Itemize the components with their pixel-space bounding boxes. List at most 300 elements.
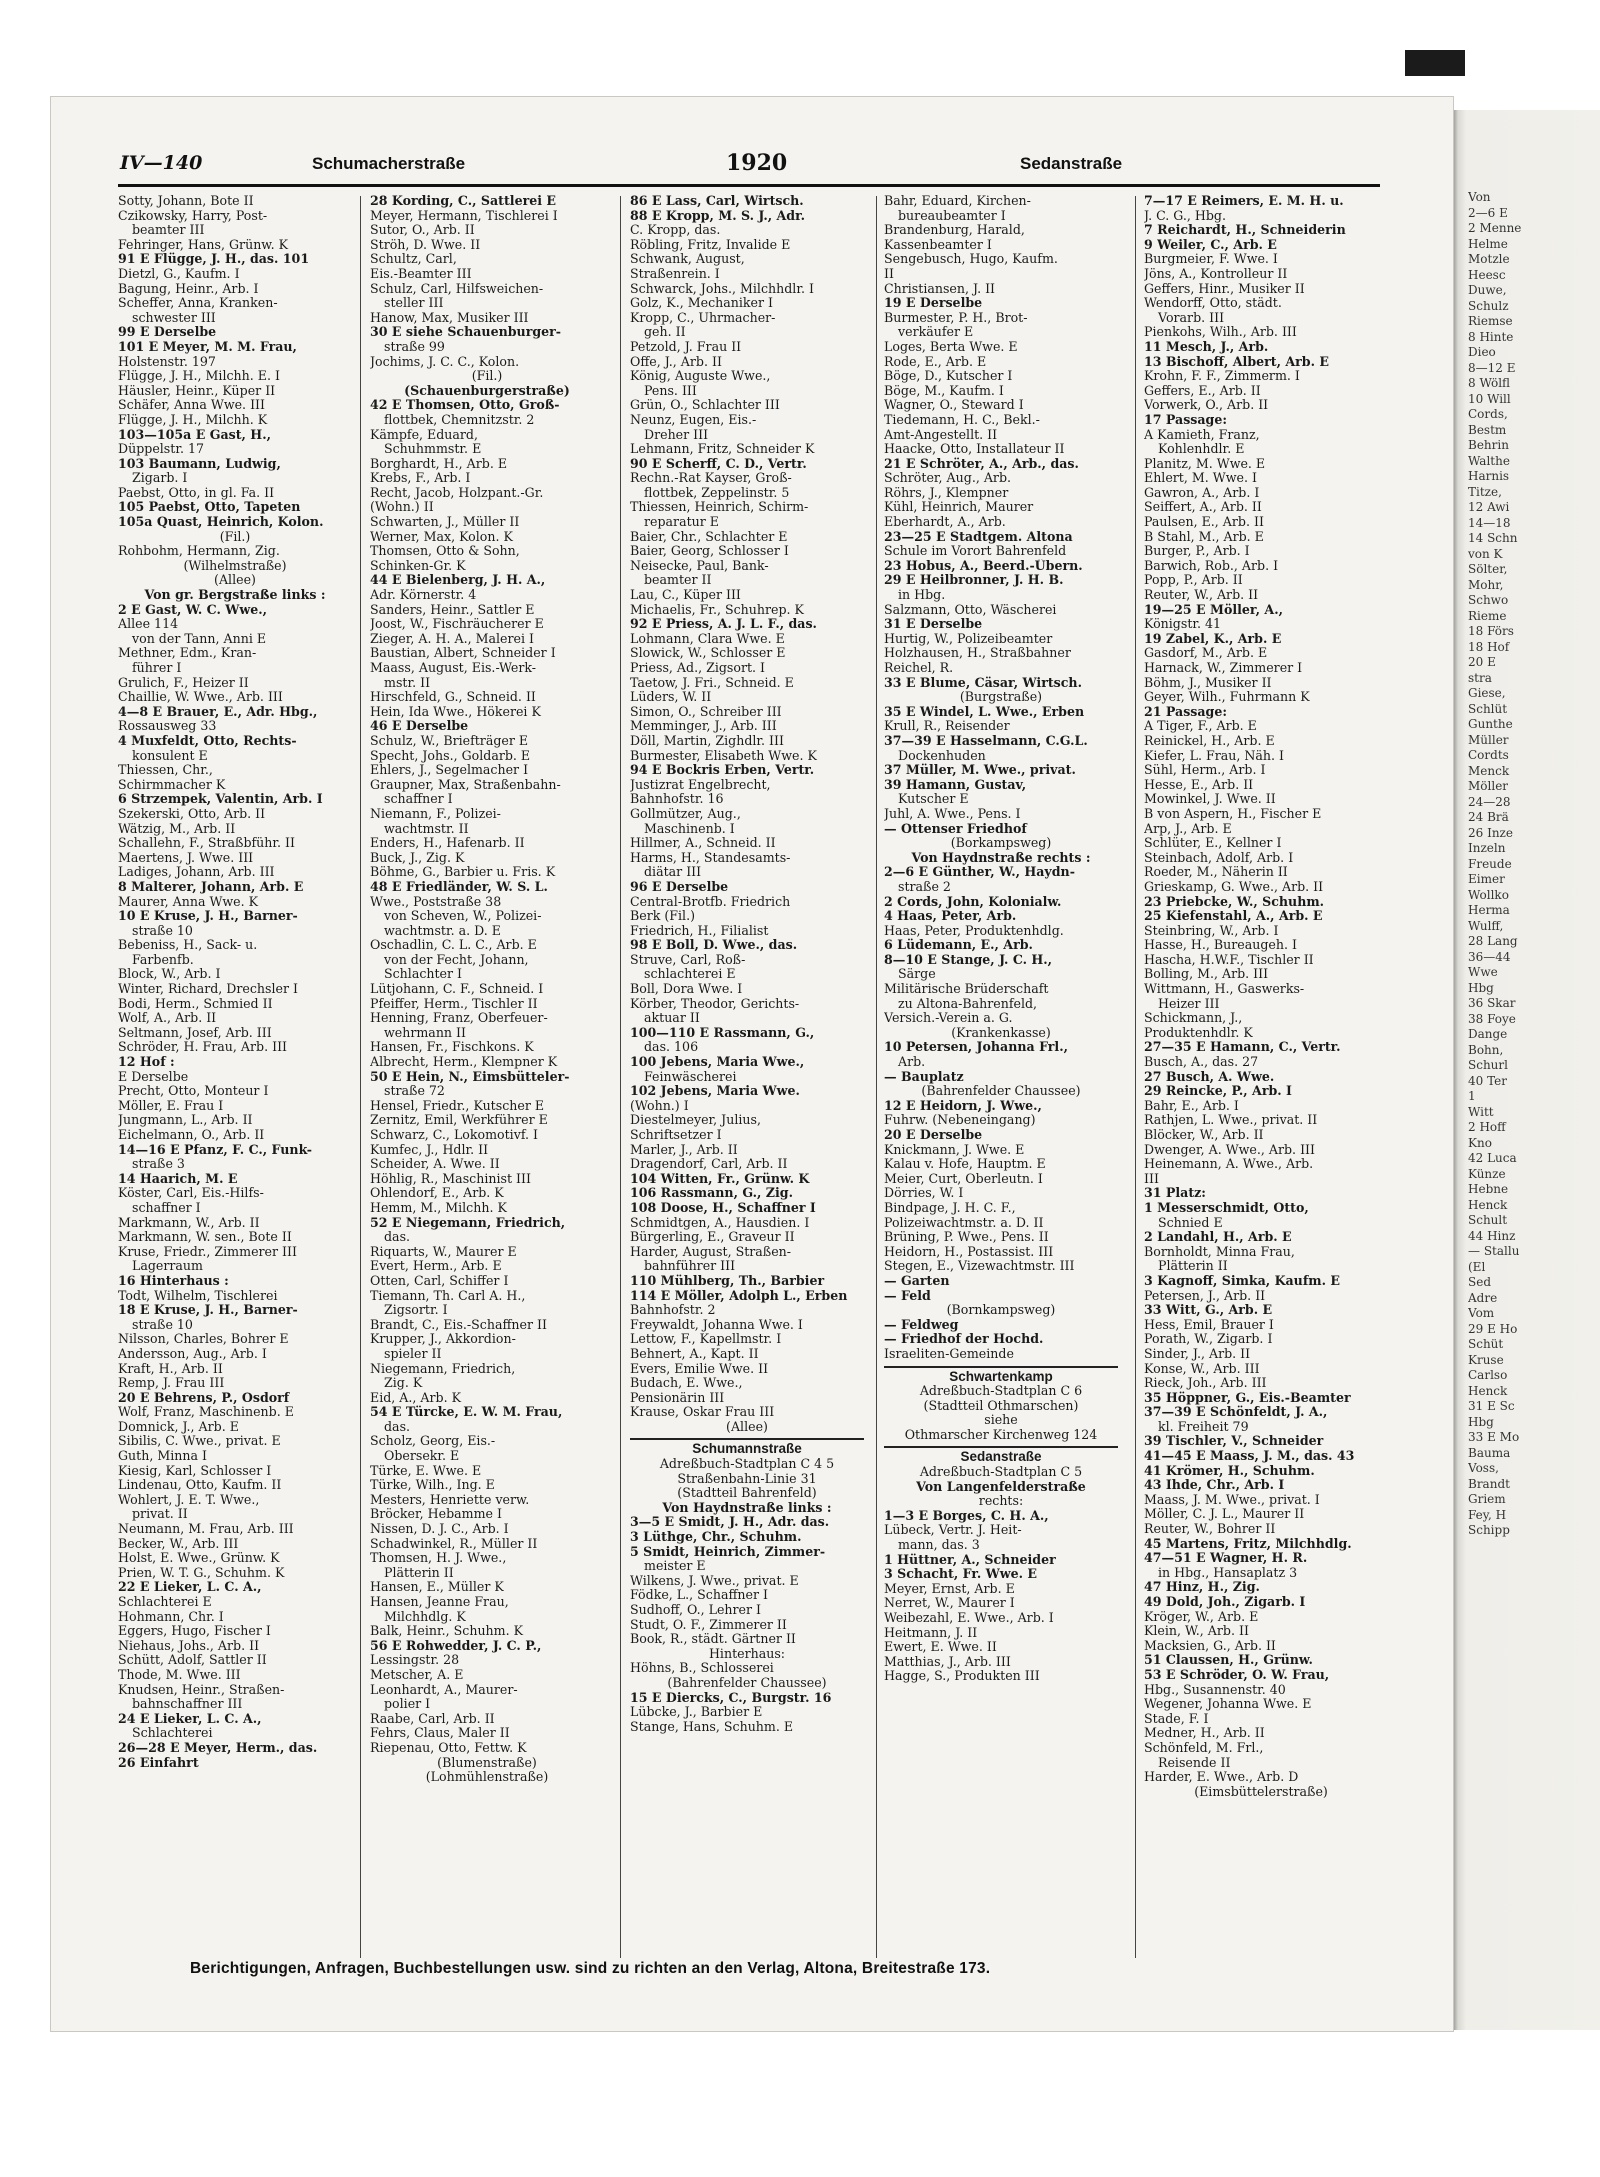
directory-entry: Ewert, E. Wwe. II [884, 1640, 997, 1655]
directory-entry: Winter, Richard, Drechsler I [118, 982, 298, 997]
directory-entry: Szekerski, Otto, Arb. II [118, 806, 266, 821]
directory-entry: 23 Hobus, A., Beerd.-Übern. [884, 558, 1083, 573]
adjacent-page-line: Titze, [1468, 484, 1502, 499]
directory-entry: Wendorff, Otto, städt. [1144, 296, 1282, 311]
adjacent-page-line: Schulz [1468, 298, 1509, 313]
directory-entry: Heitmann, J. II [884, 1625, 978, 1640]
directory-entry: 24 E Lieker, L. C. A., [118, 1711, 262, 1726]
directory-entry: Bahnhofstr. 16 [630, 792, 724, 807]
column-divider [360, 196, 361, 1958]
directory-entry: 2 Landahl, H., Arb. E [1144, 1230, 1292, 1245]
directory-entry: Ehlert, M. Wwe. I [1144, 471, 1257, 486]
directory-entry: Oschadlin, C. L. C., Arb. E [370, 938, 537, 953]
directory-entry: 27—35 E Hamann, C., Vertr. [1144, 1040, 1341, 1055]
adjacent-page-line: Schlüt [1468, 701, 1508, 716]
directory-entry: 5 Smidt, Heinrich, Zimmer- [630, 1544, 826, 1559]
directory-entry: Schuhmmstr. E [384, 442, 482, 457]
directory-entry: Markmann, W. sen., Bote II [118, 1230, 292, 1245]
directory-entry: Amt-Angestellt. II [884, 427, 998, 442]
directory-entry: Seltmann, Josef, Arb. III [118, 1025, 272, 1040]
directory-entry: 37—39 E Schönfeldt, J. A., [1144, 1405, 1328, 1420]
directory-entry: Eis.-Beamter III [370, 266, 472, 281]
directory-entry: Burger, P., Arb. I [1144, 544, 1250, 559]
adjacent-page-text [1468, 190, 1600, 1970]
directory-entry: 41—45 E Maass, J. M., das. 43 [1144, 1449, 1355, 1464]
directory-entry: Geyer, Wilh., Fuhrmann K [1144, 690, 1310, 705]
directory-entry: Böhme, G., Barbier u. Fris. K [370, 865, 556, 880]
adjacent-page-line: Cordts [1468, 748, 1509, 762]
directory-entry: 22 E Lieker, L. C. A., [118, 1580, 262, 1595]
directory-entry: Slowick, W., Schlosser E [630, 646, 786, 661]
directory-entry: Thomsen, H. J. Wwe., [370, 1551, 507, 1566]
directory-entry: in Hbg. [898, 588, 946, 603]
directory-entry: Zigsortr. I [384, 1303, 448, 1318]
directory-entry: Werner, Max, Kolon. K [370, 529, 513, 544]
adjacent-page-line: Heesc [1468, 267, 1506, 282]
directory-entry: Grulich, F., Heizer II [118, 675, 249, 690]
directory-entry: Straßenbahn-Linie 31 [677, 1471, 817, 1486]
directory-entry: Neunz, Eugen, Eis.- [630, 412, 757, 427]
directory-entry: 7 Reichardt, H., Schneiderin [1144, 223, 1346, 238]
directory-entry: Arb. [898, 1055, 926, 1070]
directory-entry: Baier, Chr., Schlachter E [630, 529, 788, 544]
adjacent-page-line: Giese, [1468, 686, 1506, 700]
directory-entry: Militärische Brüderschaft [884, 982, 1049, 997]
directory-entry: Burmester, Elisabeth Wwe. K [630, 748, 817, 763]
directory-entry: 31 Platz: [1144, 1186, 1206, 1201]
directory-entry: 11 Mesch, J., Arb. [1144, 339, 1269, 354]
directory-entry: Lehmann, Fritz, Schneider K [630, 442, 815, 457]
directory-entry: Salzmann, Otto, Wäscherei [884, 602, 1057, 617]
directory-entry: Czikowsky, Harry, Post- [118, 208, 268, 223]
directory-entry: — Friedhof der Hochd. [884, 1332, 1044, 1347]
directory-entry: Hascha, H.W.F., Tischler II [1144, 952, 1314, 967]
directory-entry: (Krankenkasse) [951, 1025, 1051, 1040]
directory-entry: (Schauenburgerstraße) [404, 383, 570, 398]
directory-entry: Petzold, J. Frau II [630, 339, 742, 354]
directory-entry: Albrecht, Herm., Klempner K [370, 1055, 558, 1070]
directory-entry: Reisende II [1158, 1755, 1231, 1770]
directory-entry: Schäfer, Anna Wwe. III [118, 398, 265, 413]
column-5 [1144, 194, 1378, 1954]
directory-entry: Hemm, M., Milchh. K [370, 1200, 507, 1215]
directory-entry: Neumann, M. Frau, Arb. III [118, 1522, 294, 1537]
directory-entry: Vorwerk, O., Arb. II [1144, 398, 1269, 413]
directory-entry: Stade, F. I [1144, 1711, 1209, 1726]
directory-entry: Hinterhaus: [708, 1646, 786, 1661]
directory-entry: Lüders, W. II [630, 690, 712, 705]
directory-entry: Obersekr. E [384, 1449, 460, 1464]
adjacent-page-line: 8 Hinte [1468, 329, 1514, 344]
directory-entry: Wohlert, J. E. T. Wwe., [118, 1492, 260, 1507]
directory-entry: Kumfec, J., Hdlr. II [370, 1142, 489, 1157]
directory-entry: Schlachterei E [118, 1595, 212, 1609]
directory-entry: 21 E Schröter, A., Arb., das. [884, 456, 1079, 471]
directory-entry: Straßenrein. I [630, 266, 720, 281]
directory-entry: von Scheven, W., Polizei- [384, 909, 542, 924]
directory-entry: Burmester, P. H., Brot- [884, 310, 1028, 325]
directory-entry: Borghardt, H., Arb. E [370, 456, 508, 471]
directory-entry: Kutscher E [898, 792, 969, 807]
directory-entry: Petersen, J., Arb. II [1144, 1288, 1266, 1303]
directory-entry: Buck, J., Zig. K [370, 850, 465, 865]
directory-entry: Tiedemann, H. C., Bekl.- [884, 412, 1040, 427]
directory-entry: Königstr. 41 [1144, 617, 1222, 632]
directory-entry: 103—105a E Gast, H., [118, 427, 271, 442]
directory-entry: Hasse, H., Bureaugeh. I [1144, 938, 1297, 953]
directory-entry: Justizrat Engelbrecht, [630, 777, 771, 792]
directory-entry: wachtmstr. a. D. E [384, 923, 501, 938]
directory-entry: Möller, C. J. L., Maurer II [1144, 1507, 1305, 1522]
directory-entry: 6 Strzempek, Valentin, Arb. I [118, 792, 323, 807]
directory-entry: — Garten [884, 1273, 950, 1288]
directory-entry: das. 106 [644, 1040, 699, 1055]
directory-entry: (Wohn.) I [630, 1098, 689, 1113]
directory-entry: Eberhardt, A., Arb. [884, 515, 1006, 530]
directory-entry: Hurtig, W., Polizeibeamter [884, 631, 1053, 646]
adjacent-page-line: Eimer [1468, 872, 1505, 886]
directory-entry: 3 Schacht, Fr. Wwe. E [884, 1567, 1037, 1582]
adjacent-page-line: Wulff, [1468, 918, 1504, 933]
adjacent-page-line: Kno [1468, 1135, 1492, 1150]
adjacent-page-line: Schult [1468, 1213, 1508, 1227]
directory-entry: Schröder, H. Frau, Arb. III [118, 1040, 288, 1055]
directory-entry: Polizeiwachtmstr. a. D. II [884, 1215, 1044, 1230]
adjacent-page-line: Walthe [1468, 453, 1510, 468]
directory-entry: Methner, Edm., Kran- [118, 646, 257, 661]
adjacent-page-line: Möller [1468, 779, 1509, 793]
directory-entry: 18 E Kruse, J. H., Barner- [118, 1303, 298, 1318]
directory-entry: Baier, Georg, Schlosser I [630, 544, 789, 559]
directory-entry: Boll, Dora Wwe. I [630, 982, 743, 997]
directory-entry: Niegemann, Friedrich, [370, 1361, 516, 1376]
directory-entry: Lohmann, Clara Wwe. E [630, 631, 785, 646]
directory-entry: (Fil.) [471, 369, 503, 384]
directory-entry: Jochims, J. C. C., Kolon. [370, 354, 520, 369]
directory-entry: führer I [132, 661, 182, 675]
directory-entry: Wegener, Johanna Wwe. E [1144, 1697, 1312, 1712]
directory-entry: Kalau v. Hofe, Hauptm. E [884, 1157, 1046, 1172]
directory-entry: Enders, H., Hafenarb. II [370, 836, 525, 851]
adjacent-page-line: Motzle [1468, 252, 1510, 266]
adjacent-page-line: 36 Skar [1468, 996, 1516, 1010]
adjacent-page-line: Carlso [1468, 1368, 1508, 1382]
directory-entry: Schwank, August, [630, 252, 745, 267]
directory-entry: Struve, Carl, Roß- [630, 952, 746, 967]
adjacent-page-line: 24 Brä [1468, 810, 1509, 824]
directory-entry: 23—25 E Stadtgem. Altona [884, 529, 1073, 544]
directory-entry: Hensel, Friedr., Kutscher E [370, 1098, 545, 1113]
directory-entry: 3—5 E Smidt, J. H., Adr. das. [630, 1515, 830, 1530]
directory-entry: zu Altona-Bahrenfeld, [898, 996, 1038, 1011]
directory-entry: Ehlers, J., Segelmacher I [370, 763, 529, 778]
column-4 [884, 194, 1118, 1954]
directory-entry: Weibezahl, E. Wwe., Arb. I [884, 1611, 1054, 1625]
directory-entry: 21 Passage: [1144, 704, 1228, 719]
directory-entry: Remp, J. Frau III [118, 1376, 225, 1391]
header-rule [118, 184, 1380, 187]
directory-entry: Körber, Theodor, Gerichts- [630, 996, 800, 1011]
directory-entry: Hirschfeld, G., Schneid. II [370, 690, 536, 705]
directory-entry: 44 E Bielenberg, J. H. A., [370, 573, 546, 588]
directory-entry: Hansen, E., Müller K [370, 1580, 504, 1595]
directory-entry: straße 2 [898, 879, 951, 894]
directory-entry: Becker, W., Arb. III [118, 1536, 239, 1551]
directory-entry: Rode, E., Arb. E [884, 354, 987, 369]
directory-entry: Feinwäscherei [644, 1069, 737, 1084]
directory-entry: 104 Witten, Fr., Grünw. K [630, 1171, 810, 1186]
directory-entry: das. [384, 1419, 411, 1434]
directory-entry: Wwe., Poststraße 38 [370, 894, 502, 909]
directory-entry: Zernitz, Emil, Werkführer E [370, 1113, 548, 1128]
directory-entry: Gasdorf, M., Arb. E [1144, 646, 1268, 661]
directory-entry: Bebeniss, H., Sack- u. [118, 938, 258, 953]
directory-entry: Vorarb. III [1158, 310, 1225, 325]
directory-entry: Central-Brotfb. Friedrich [630, 894, 791, 909]
directory-entry: Reuter, W., Arb. II [1144, 588, 1259, 603]
directory-entry: Pienkohs, Wilh., Arb. III [1144, 325, 1297, 340]
directory-entry: rechts: [978, 1494, 1024, 1509]
directory-entry: Rieck, Joh., Arb. III [1144, 1376, 1267, 1391]
directory-entry: Fuhrw. (Nebeneingang) [884, 1113, 1036, 1128]
directory-entry: verkäufer E [898, 325, 974, 340]
adjacent-page-line: Henck [1468, 1197, 1508, 1212]
directory-entry: Schultz, Carl, [370, 252, 457, 267]
directory-entry: Höhlig, R., Maschinist III [370, 1171, 531, 1186]
directory-entry: 39 Hamann, Gustav, [884, 777, 1027, 792]
directory-entry: Henning, Franz, Oberfeuer- [370, 1011, 548, 1026]
directory-entry: diätar III [644, 865, 702, 880]
directory-entry: Mowinkel, J. Wwe. II [1144, 792, 1276, 807]
directory-entry: Budach, E. Wwe., [630, 1376, 743, 1391]
directory-entry: Prien, W. T. G., Schuhm. K [118, 1565, 285, 1580]
directory-entry: Haas, Peter, Produktenhdlg. [884, 923, 1064, 938]
directory-entry: Grieskamp, G. Wwe., Arb. II [1144, 879, 1324, 894]
directory-entry: Sinder, J., Arb. II [1144, 1346, 1251, 1361]
directory-entry: Precht, Otto, Monteur I [118, 1084, 269, 1099]
directory-entry: schlachterei E [644, 967, 736, 982]
directory-entry: Schulz, Carl, Hilfsweichen- [370, 281, 544, 296]
adjacent-page-line: 44 Hinz [1468, 1228, 1516, 1243]
directory-entry: 96 E Derselbe [630, 879, 729, 894]
directory-entry: Zieger, A. H. A., Malerei I [370, 631, 534, 646]
column-1 [118, 194, 352, 1954]
directory-entry: 42 E Thomsen, Otto, Groß- [370, 398, 560, 413]
adjacent-page-line: 10 Will [1468, 391, 1511, 406]
directory-entry: Krebs, F., Arb. I [370, 471, 471, 486]
directory-entry: Meyer, Hermann, Tischlerei I [370, 208, 558, 223]
directory-entry: Plätterin II [1158, 1259, 1228, 1274]
directory-entry: Heizer III [1158, 996, 1220, 1011]
directory-entry: geh. II [644, 325, 686, 340]
directory-entry: (Burgstraße) [959, 690, 1043, 705]
directory-entry: Türke, E. Wwe. E [370, 1463, 482, 1478]
directory-entry: Joost, W., Fischräucherer E [370, 617, 544, 632]
directory-entry: 10 Petersen, Johanna Frl., [884, 1040, 1068, 1055]
directory-entry: Türke, Wilh., Ing. E [370, 1478, 495, 1493]
directory-entry: Möller, E. Frau I [118, 1098, 224, 1113]
directory-entry: (Stadtteil Bahrenfeld) [677, 1486, 817, 1501]
adjacent-page-line: 14—18 [1468, 515, 1511, 530]
directory-entry: Busch, A., das. 27 [1144, 1055, 1259, 1070]
adjacent-page-line: Witt [1468, 1104, 1494, 1119]
directory-entry: Christiansen, J. II [884, 281, 996, 296]
directory-entry: Holstenstr. 197 [118, 354, 216, 369]
directory-entry: Hansen, Jeanne Frau, [370, 1595, 509, 1609]
directory-entry: 19 E Derselbe [884, 296, 983, 311]
directory-entry: (Fil.) [219, 529, 251, 544]
directory-entry: Dreher III [644, 427, 709, 442]
directory-entry: (Bahrenfelder Chaussee) [921, 1084, 1081, 1099]
directory-entry: 33 E Blume, Cäsar, Wirtsch. [884, 675, 1082, 690]
directory-entry: beamter III [132, 223, 205, 238]
adjacent-page-line: Brandt [1468, 1476, 1510, 1491]
directory-entry: straße 3 [132, 1157, 185, 1172]
directory-entry: 106 Rassmann, G., Zig. [630, 1186, 793, 1201]
directory-entry: Sudhoff, O., Lehrer I [630, 1603, 761, 1617]
directory-entry: von der Fecht, Johann, [384, 952, 529, 967]
adjacent-page-line: Sölter, [1468, 562, 1508, 576]
adjacent-page-line: Duwe, [1468, 283, 1507, 297]
directory-entry: 101 E Meyer, M. M. Frau, [118, 339, 297, 354]
directory-entry: 4 Haas, Peter, Arb. [884, 909, 1017, 924]
adjacent-page-line: Mohr, [1468, 577, 1504, 592]
directory-entry: Todt, Wilhelm, Tischlerei [118, 1288, 278, 1303]
directory-entry: Schlachterei [132, 1726, 213, 1741]
directory-entry: König, Auguste Wwe., [630, 369, 771, 384]
directory-entry: Adreßbuch-Stadtplan C 4 5 [659, 1457, 835, 1472]
directory-entry: 26—28 E Meyer, Herm., das. [118, 1740, 318, 1755]
directory-entry: Jöns, A., Kontrolleur II [1144, 266, 1288, 281]
directory-entry: Paulsen, E., Arb. II [1144, 515, 1264, 530]
directory-entry: 2—6 E Günther, W., Haydn- [884, 865, 1075, 880]
adjacent-page-line: Henck [1468, 1383, 1508, 1398]
adjacent-page-line: Vom [1468, 1306, 1495, 1320]
directory-entry: 90 E Scherff, C. D., Vertr. [630, 456, 807, 471]
adjacent-page-line: Wwe [1468, 965, 1498, 979]
street-heading: Schwartenkamp [884, 1366, 1118, 1385]
directory-entry: (Eimsbüttelerstraße) [1194, 1784, 1328, 1799]
adjacent-page-line: 36—44 [1468, 949, 1511, 964]
year: 1920 [726, 150, 788, 176]
directory-entry: Grün, O., Schlachter III [630, 398, 780, 413]
directory-entry: Ohlendorf, E., Arb. K [370, 1186, 504, 1201]
directory-entry: Fehrs, Claus, Maler II [370, 1726, 510, 1741]
publisher-notice: Berichtigungen, Anfragen, Buchbestellungen usw. sind zu richten an den Verlag, Altona, Breitestraße 173. [190, 1960, 991, 1977]
directory-entry: Von Haydnstraße links : [662, 1500, 832, 1515]
directory-entry: Thomsen, Otto & Sohn, [370, 544, 520, 559]
column-divider [876, 196, 877, 1958]
directory-entry: Böge, M., Kaufm. I [884, 383, 1004, 398]
adjacent-page-line: 18 Hof [1468, 639, 1510, 654]
directory-entry: Nerret, W., Maurer I [884, 1596, 1015, 1611]
directory-entry: Otten, Carl, Schiffer I [370, 1273, 509, 1288]
directory-entry: 45 Martens, Fritz, Milchhdlg. [1144, 1536, 1352, 1551]
directory-entry: Barwich, Rob., Arb. I [1144, 558, 1279, 573]
directory-entry: Graupner, Max, Straßenbahn- [370, 777, 561, 792]
directory-entry: 9 Weiler, C., Arb. E [1144, 237, 1277, 252]
adjacent-page-line: Hebne [1468, 1182, 1509, 1196]
directory-entry: Brüning, P. Wwe., Pens. II [884, 1230, 1049, 1245]
directory-entry: Bröcker, Hebamme I [370, 1507, 502, 1522]
directory-entry: Maurer, Anna Wwe. K [118, 894, 259, 909]
directory-entry: Nilsson, Charles, Bohrer E [118, 1332, 289, 1347]
directory-entry: 53 E Schröder, O. W. Frau, [1144, 1667, 1330, 1682]
directory-entry: Kassenbeamter I [884, 237, 992, 252]
directory-entry: Schnied E [1158, 1215, 1223, 1230]
adjacent-page-line: Dange [1468, 1027, 1508, 1041]
directory-entry: Lindenau, Otto, Kaufm. II [118, 1478, 282, 1493]
directory-entry: 13 Bischoff, Albert, Arb. E [1144, 354, 1329, 369]
directory-entry: Schule im Vorort Bahrenfeld [884, 544, 1067, 559]
directory-entry: Harder, August, Straßen- [630, 1244, 792, 1259]
adjacent-page-line: 26 Inze [1468, 825, 1513, 840]
directory-entry: Klein, W., Arb. II [1144, 1624, 1249, 1639]
directory-entry: Harms, H., Standesamts- [630, 850, 791, 865]
directory-entry: Krause, Oskar Frau III [630, 1405, 775, 1420]
directory-entry: Häusler, Heinr., Küper II [118, 383, 276, 398]
directory-entry: Offe, J., Arb. II [630, 354, 722, 369]
directory-entry: A Kamieth, Franz, [1144, 427, 1260, 442]
directory-entry: Bodi, Herm., Schmied II [118, 996, 273, 1011]
directory-entry: (Borkampsweg) [950, 836, 1052, 851]
directory-entry: Stegen, E., Vizewachtmstr. III [884, 1259, 1075, 1274]
adjacent-page-line: Helme [1468, 236, 1508, 251]
adjacent-page-line: 2 Hoff [1468, 1120, 1506, 1134]
directory-entry: Eggers, Hugo, Fischer I [118, 1624, 271, 1639]
directory-entry: 86 E Lass, Carl, Wirtsch. [630, 194, 804, 208]
directory-entry: Hohmann, Chr. I [118, 1609, 224, 1624]
directory-entry: Düppelstr. 17 [118, 442, 205, 457]
street-heading: Schumannstraße [630, 1438, 864, 1457]
adjacent-page-line: 8 Wölfl [1468, 376, 1511, 390]
directory-entry: Balk, Heinr., Schuhm. K [370, 1624, 524, 1639]
directory-entry: Kraft, H., Arb. II [118, 1361, 223, 1376]
directory-entry: Kröger, W., Arb. E [1144, 1609, 1259, 1624]
directory-entry: 23 Priebcke, W., Schuhm. [1144, 894, 1325, 909]
street-range-end: Sedanstraße [1020, 154, 1123, 173]
adjacent-page-line: Gunthe [1468, 717, 1513, 731]
directory-entry: Freywaldt, Johanna Wwe. I [630, 1317, 803, 1332]
directory-entry: 3 Kagnoff, Simka, Kaufm. E [1144, 1273, 1340, 1288]
directory-entry: Schulz, W., Briefträger E [370, 733, 529, 748]
directory-entry: Lessingstr. 28 [370, 1653, 460, 1668]
adjacent-page-line: Rieme [1468, 608, 1507, 623]
directory-entry: Burgmeier, F. Wwe. I [1144, 252, 1278, 267]
directory-entry: III [1144, 1171, 1159, 1186]
directory-entry: Schwarck, Johs., Milchhdlr. I [630, 281, 814, 296]
directory-entry: Markmann, W., Arb. II [118, 1215, 260, 1230]
directory-entry: — Ottenser Friedhof [884, 821, 1027, 836]
directory-entry: 1—3 E Borges, C. H. A., [884, 1508, 1049, 1523]
directory-entry: Reinickel, H., Arb. E [1144, 733, 1275, 748]
adjacent-page-line: Herma [1468, 903, 1510, 917]
adjacent-page-line: Schüt [1468, 1337, 1504, 1351]
directory-entry: Bahr, E., Arb. I [1144, 1098, 1239, 1113]
directory-entry: Flügge, J. H., Milchh. E. I [118, 369, 280, 384]
directory-entry: Allee 114 [118, 617, 179, 632]
directory-entry: Wilkens, J. Wwe., privat. E [630, 1573, 799, 1588]
directory-entry: straße 99 [384, 339, 445, 354]
directory-entry: Hein, Ida Wwe., Hökerei K [370, 704, 541, 719]
directory-entry: (Bornkampsweg) [946, 1303, 1056, 1318]
directory-entry: Hbg., Susannenstr. 40 [1144, 1682, 1286, 1697]
directory-entry: Bagung, Heinr., Arb. I [118, 281, 259, 296]
adjacent-page-line: Menck [1468, 763, 1510, 778]
directory-entry: mstr. II [384, 675, 431, 690]
adjacent-page-line: 31 E Sc [1468, 1399, 1515, 1413]
directory-entry: Guth, Minna I [118, 1449, 207, 1464]
